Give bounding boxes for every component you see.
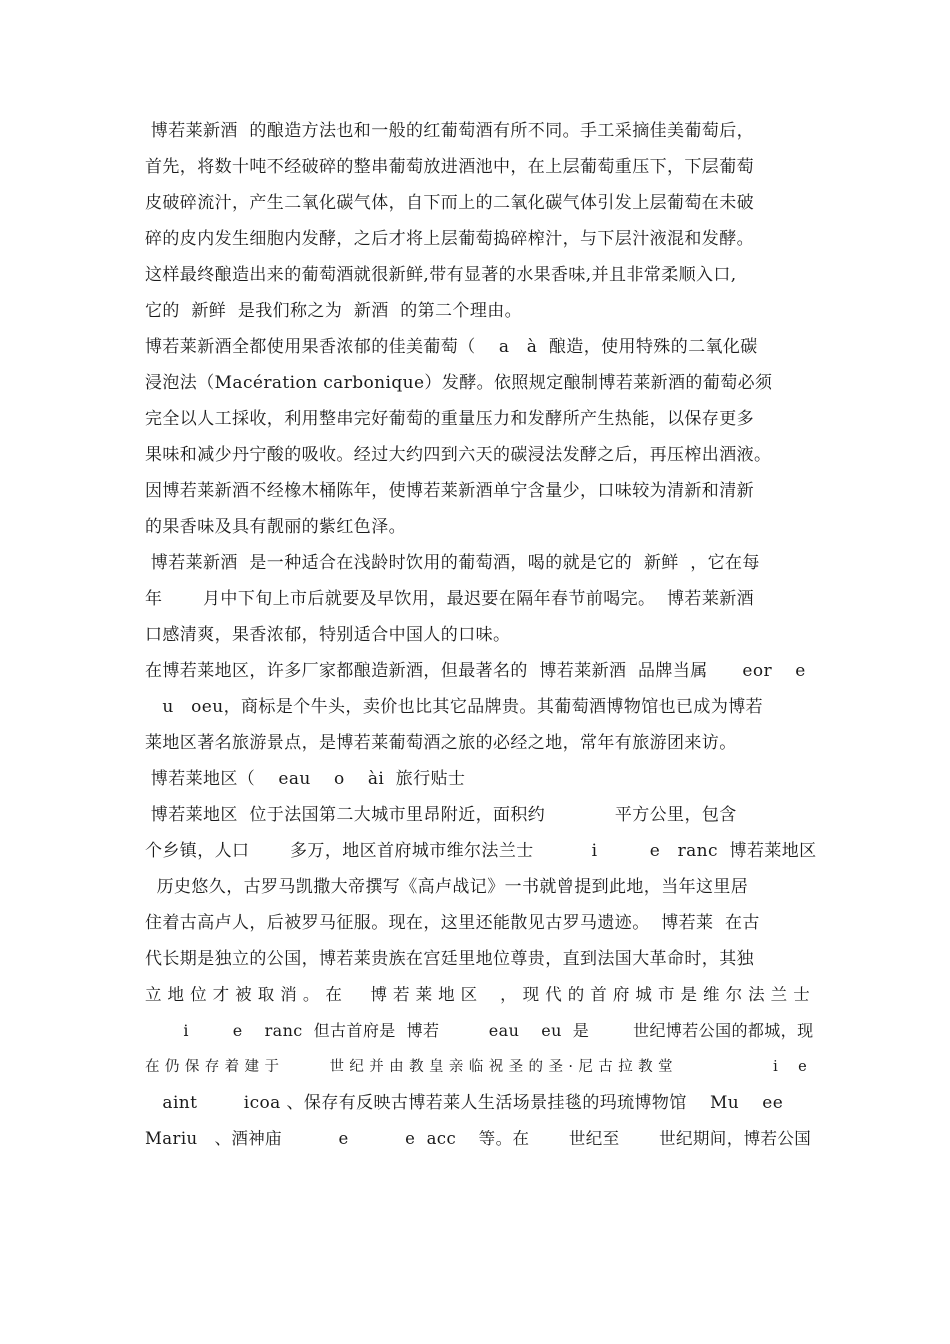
text-line: 博若莱新酒 的酿造方法也和一般的红葡萄酒有所不同。手工采摘佳美葡萄后，	[145, 121, 755, 141]
text-line: 口感清爽，果香浓郁，特别适合中国人的口味。	[145, 625, 511, 645]
text-line: 在博若莱地区，许多厂家都酿造新酒，但最著名的 博若莱新酒 品牌当属 eor e	[145, 661, 806, 681]
text-line: 代长期是独立的公国，博若莱贵族在宫廷里地位尊贵，直到法国大革命时，其独	[145, 949, 754, 969]
text-line: 这样最终酿造出来的葡萄酒就很新鲜,带有显著的水果香味,并且非常柔顺入口,	[145, 265, 737, 285]
text-line: 的果香味及具有靓丽的紫红色泽。	[145, 517, 406, 537]
text-line: 它的 新鲜 是我们称之为 新酒 的第二个理由。	[145, 301, 523, 321]
text-line: Mariu 、酒神庙 e e acc 等。在 世纪至 世纪期间，博若公国	[145, 1129, 812, 1148]
text-line: i e ranc 但古首府是 博若 eau eu 是 世纪博若公国的都城，现	[145, 1021, 814, 1040]
text-line: 博若莱新酒 是一种适合在浅龄时饮用的葡萄酒，喝的就是它的 新鲜 ，它在每	[145, 553, 760, 573]
text-line: 因博若莱新酒不经橡木桶陈年，使博若莱新酒单宁含量少，口味较为清新和清新	[145, 481, 754, 501]
text-line: 住着古高卢人，后被罗马征服。现在，这里还能散见古罗马遗迹。 博若莱 在古	[145, 913, 760, 933]
text-line: 莱地区著名旅游景点，是博若莱葡萄酒之旅的必经之地，常年有旅游团来访。	[145, 733, 737, 753]
text-line: 年 月中下旬上市后就要及早饮用，最迟要在隔年春节前喝完。 博若莱新酒	[145, 589, 755, 609]
text-line: 完全以人工採收，利用整串完好葡萄的重量压力和发酵所产生热能，以保存更多	[145, 409, 754, 429]
text-line: aint icoa 、保存有反映古博若莱人生活场景挂毯的玛琉博物馆 Mu ee	[145, 1093, 784, 1113]
text-line: 博若莱地区（ eau o ài 旅行贴士	[145, 769, 466, 789]
text-line: 浸泡法（Macération carbonique）发酵。依照规定酿制博若莱新酒的葡萄必须	[145, 373, 773, 393]
text-line: 在 仍 保 存 着 建 于 世 纪 并 由 教 皇 亲 临 祝 圣 的 圣 · 尼 古 拉 教 堂 i e	[145, 1059, 808, 1075]
text-line: 立 地 位 才 被 取 消 。 在 博 若 莱 地 区 ， 现 代 的 首 府 城 市 是 维 尔 法 兰 士	[145, 985, 811, 1004]
text-line: 皮破碎流汁，产生二氧化碳气体，自下而上的二氧化碳气体引发上层葡萄在未破	[145, 193, 754, 213]
text-line: 博若莱地区 位于法国第二大城市里昂附近，面积约 平方公里，包含	[145, 805, 737, 825]
text-line: 碎的皮内发生细胞内发酵，之后才将上层葡萄捣碎榨汁，与下层汁液混和发酵。	[145, 229, 754, 249]
text-line: 个乡镇，人口 多万，地区首府城市维尔法兰士 i e ranc 博若莱地区	[145, 841, 817, 861]
text-line: 历史悠久，古罗马凯撒大帝撰写《高卢战记》一书就曾提到此地，当年这里居	[145, 877, 749, 897]
text-line: 首先，将数十吨不经破碎的整串葡萄放进酒池中，在上层葡萄重压下，下层葡萄	[145, 157, 754, 177]
text-line: u oeu，商标是个牛头，卖价也比其它品牌贵。其葡萄酒博物馆也已成为博若	[145, 697, 764, 717]
text-line: 果味和减少丹宁酸的吸收。经过大约四到六天的碳浸法发酵之后，再压榨出酒液。	[145, 445, 772, 465]
text-line: 博若莱新酒全都使用果香浓郁的佳美葡萄（ a à 酿造，使用特殊的二氧化碳	[145, 337, 758, 357]
